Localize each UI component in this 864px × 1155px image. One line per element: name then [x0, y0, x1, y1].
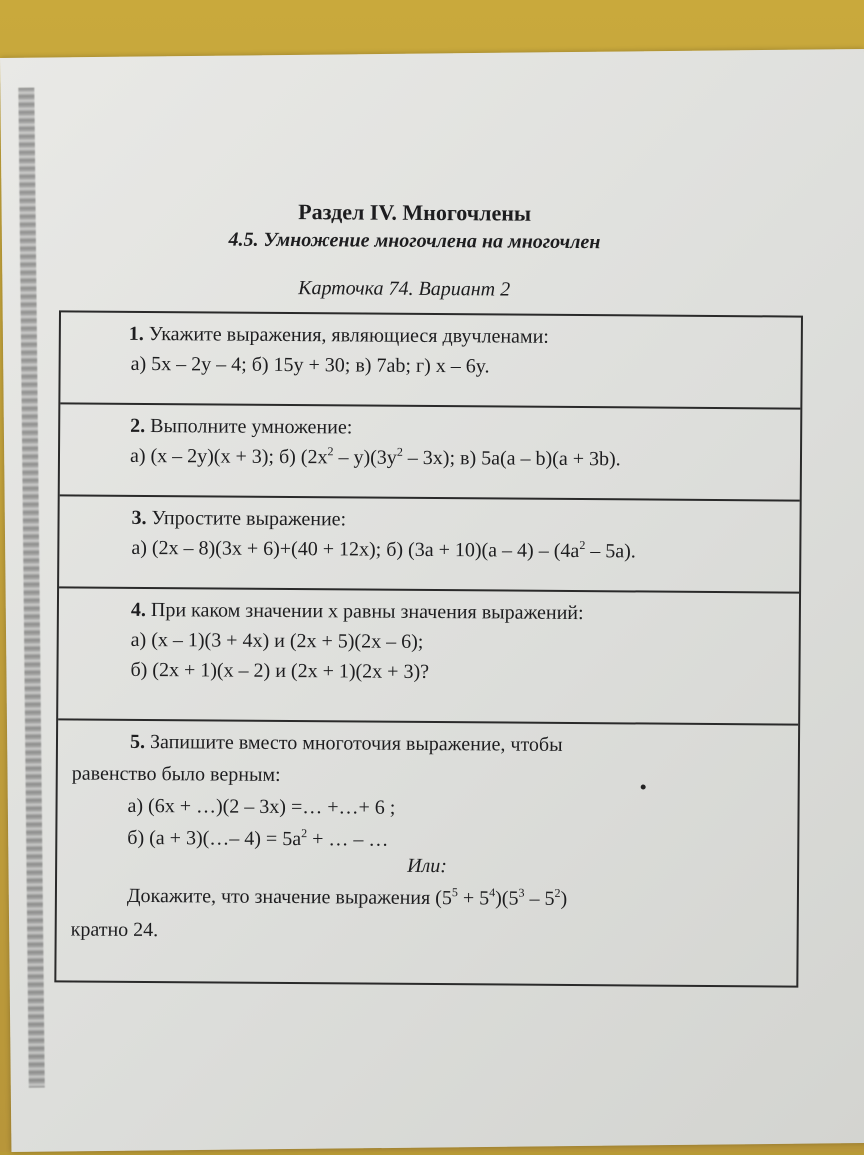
expr-part: )(5	[495, 887, 519, 910]
exponent: 2	[327, 444, 334, 459]
task-4-option-b: б) (2x + 1)(x – 2) и (2x + 1)(2x + 3)?	[130, 658, 430, 683]
expr-part: )	[560, 887, 568, 910]
task-4-option-a: а) (x – 1)(3 + 4x) и (2x + 5)(2x – 6);	[130, 628, 424, 653]
task-5-option-b	[127, 825, 388, 853]
task-5-text-cont: равенство было верным:	[71, 762, 281, 786]
exponent: 3	[518, 885, 525, 900]
task-number: 5.	[129, 730, 146, 754]
task-2-options	[130, 443, 621, 472]
task-number: 3.	[131, 506, 147, 530]
task-text: Упростите выражение:	[151, 507, 347, 531]
expr-part: – 3x); в) 5a(a – b)(a + 3b).	[402, 446, 621, 471]
task-5	[56, 720, 798, 985]
card-title: Карточка 74. Вариант 2	[298, 277, 511, 301]
expr-part: – 5	[524, 887, 555, 910]
task-1-options: а) 5x – 2y – 4; б) 15y + 30; в) 7ab; г) x – 6y.	[130, 352, 490, 378]
subsection-title: 4.5. Умножение многочлена на многочлен	[228, 228, 601, 254]
task-text: Укажите выражения, являющиеся двучленами:	[148, 323, 549, 348]
task-4	[58, 588, 799, 725]
proof-end: кратно 24.	[70, 918, 159, 942]
exponent: 5	[451, 885, 458, 900]
task-1-heading	[129, 321, 549, 350]
exponent: 2	[301, 826, 308, 841]
expr-part: + … – …	[307, 828, 389, 851]
section-title: Раздел IV. Многочлены	[298, 199, 532, 226]
task-3-heading	[131, 505, 346, 532]
task-text: Выполните умножение:	[150, 415, 353, 439]
task-4-heading	[131, 597, 584, 626]
task-5-heading	[130, 729, 563, 758]
task-1	[60, 312, 801, 409]
task-3	[59, 496, 800, 593]
task-3-options	[131, 535, 636, 565]
task-number: 1.	[128, 322, 144, 345]
task-text: При каком значении x равны значения выражений:	[150, 599, 584, 625]
expr-part: Докажите, что значение выражения (5	[126, 884, 452, 910]
ink-dot	[641, 784, 646, 789]
exponent: 2	[396, 444, 403, 459]
expr-part: – y)(3y	[333, 446, 397, 469]
exponent: 2	[579, 538, 586, 553]
or-label: Или:	[407, 854, 448, 878]
task-number: 4.	[130, 598, 146, 622]
task-5-option-a: а) (6x + …)(2 – 3x) =… +…+ 6 ;	[127, 794, 396, 819]
exponent: 4	[489, 885, 496, 900]
exponent: 2	[554, 885, 561, 900]
expr-part: + 5	[457, 887, 490, 910]
expr-part: б) (a + 3)(…– 4) = 5a	[127, 826, 302, 851]
task-2-heading	[130, 413, 352, 441]
task-2	[60, 404, 801, 501]
proof-statement	[127, 883, 567, 912]
expr-part: а) (2x – 8)(3x + 6)+(40 + 12x); б) (3a + 10)(a – 4) – (4a	[131, 536, 580, 563]
tasks-table	[54, 310, 803, 987]
task-text: Запишите вместо многоточия выражение, чтобы	[149, 731, 563, 756]
expr-part: – 5a).	[585, 540, 636, 563]
task-number: 2.	[130, 414, 146, 438]
expr-part: а) (x – 2y)(x + 3); б) (2x	[129, 444, 328, 469]
